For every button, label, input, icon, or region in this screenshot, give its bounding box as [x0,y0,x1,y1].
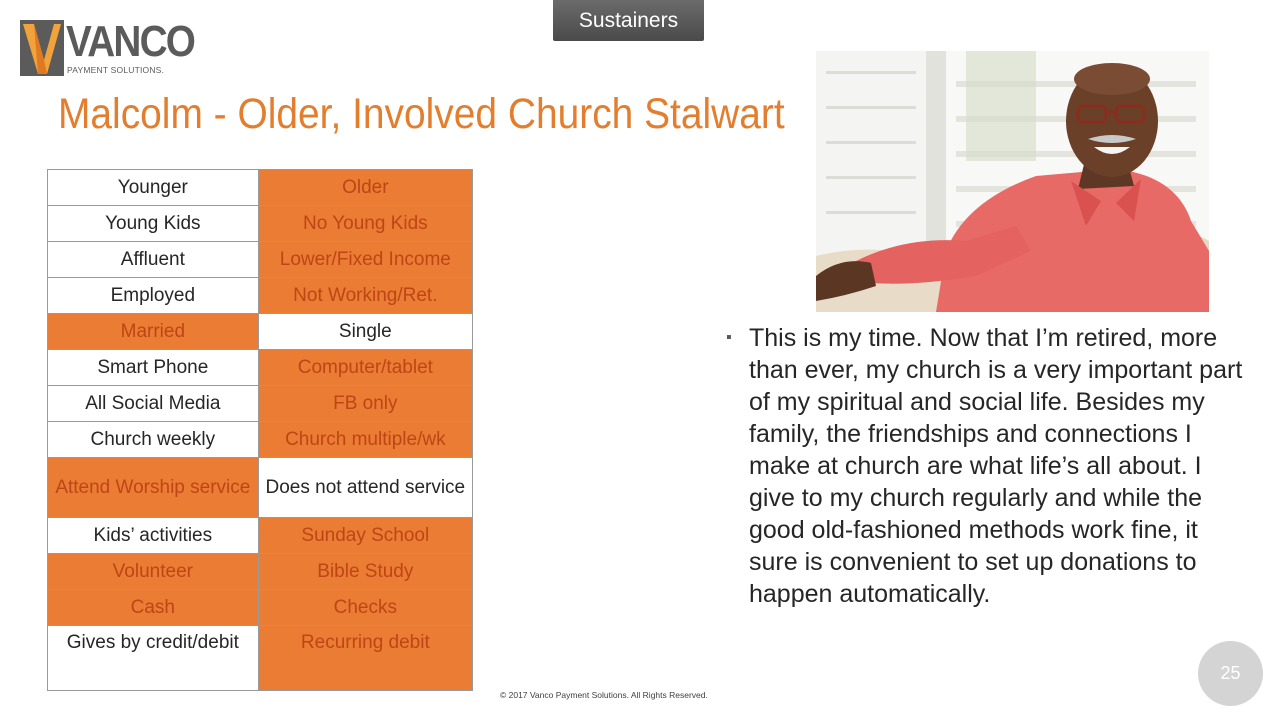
trait-right-cell: Does not attend service [258,458,472,518]
vanco-v-icon [20,20,64,76]
trait-right-cell: Recurring debit [258,626,472,691]
trait-right-cell: Lower/Fixed Income [258,242,472,278]
trait-right-cell: Bible Study [258,554,472,590]
trait-row [48,458,473,518]
trait-row [48,422,473,458]
persona-quote [726,322,1246,610]
trait-left-cell: Church weekly [48,422,259,458]
persona-traits-table [47,169,473,691]
trait-row [48,518,473,554]
trait-right-cell: Checks [258,590,472,626]
trait-left-cell: Smart Phone [48,350,259,386]
quote-text: This is my time. Now that I’m retired, more than ever, my church is a very important part of my spiritual and social life. Besides my family, the friendships and connections I make at church are what life’s all about. I give to my church regularly and while the good old-fashioned methods work fine, it sure is convenient to set up donations to happen automatically. [749,324,1243,608]
trait-right-cell: Church multiple/wk [258,422,472,458]
trait-right-cell: Computer/tablet [258,350,472,386]
trait-row [48,626,473,691]
page-title: Malcolm - Older, Involved Church Stalwart [58,90,785,138]
trait-left-cell: Younger [48,170,259,206]
trait-row [48,242,473,278]
trait-left-cell: Volunteer [48,554,259,590]
trait-right-cell: FB only [258,386,472,422]
copyright-footer: © 2017 Vanco Payment Solutions. All Rights Reserved. [500,690,708,700]
logo-wordmark: VANCO [66,17,195,66]
square-bullet-icon: ▪ [726,329,732,346]
trait-left-cell: Affluent [48,242,259,278]
trait-left-cell: Gives by credit/debit [48,626,259,691]
trait-left-cell: All Social Media [48,386,259,422]
trait-right-cell: Single [258,314,472,350]
trait-right-cell: Sunday School [258,518,472,554]
page-number-badge: 25 [1198,641,1263,706]
trait-right-cell: Not Working/Ret. [258,278,472,314]
trait-row [48,206,473,242]
trait-row [48,554,473,590]
trait-left-cell: Young Kids [48,206,259,242]
trait-right-cell: Older [258,170,472,206]
trait-left-cell: Cash [48,590,259,626]
vanco-logo [20,17,195,76]
trait-row [48,590,473,626]
trait-row [48,350,473,386]
trait-row [48,278,473,314]
trait-row [48,386,473,422]
trait-left-cell: Attend Worship service [48,458,259,518]
section-tab: Sustainers [553,0,704,41]
trait-left-cell: Married [48,314,259,350]
persona-photo [816,51,1209,312]
trait-row [48,170,473,206]
trait-right-cell: No Young Kids [258,206,472,242]
trait-row [48,314,473,350]
logo-tagline: PAYMENT SOLUTIONS. [67,65,165,75]
trait-left-cell: Employed [48,278,259,314]
trait-left-cell: Kids’ activities [48,518,259,554]
